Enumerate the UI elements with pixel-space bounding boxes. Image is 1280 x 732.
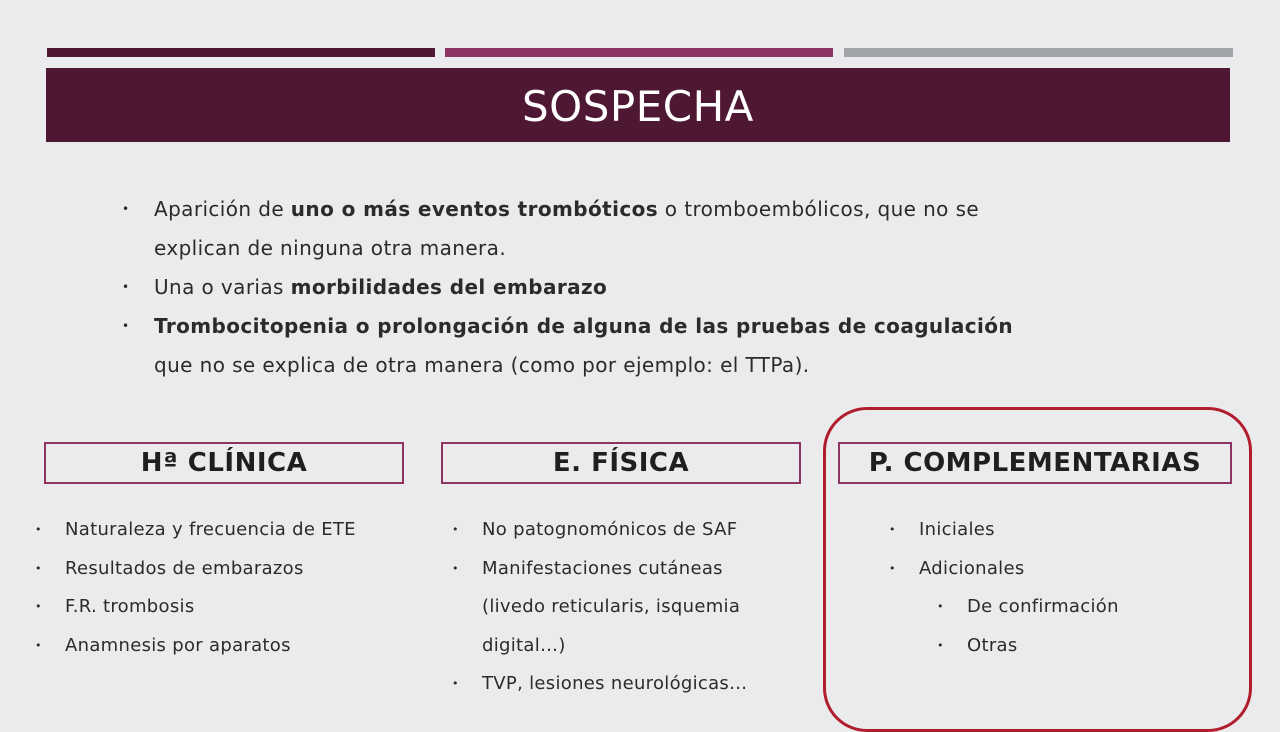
list-item-text: (livedo reticularis, isquemia bbox=[482, 596, 741, 617]
bullet-continuation bbox=[122, 346, 1172, 385]
list-item-text: Naturaleza y frecuencia de ETE bbox=[65, 519, 356, 540]
list-item bbox=[452, 665, 812, 704]
list-item-text: Anamnesis por aparatos bbox=[65, 634, 291, 656]
bullet-icon: • bbox=[122, 319, 130, 333]
bullet-icon: • bbox=[937, 638, 944, 652]
list-item bbox=[452, 550, 812, 589]
bullet-text: que no se explica de otra manera (como por ejemplo: el TTPa). bbox=[154, 353, 810, 377]
list-item-text: TVP, lesiones neurológicas… bbox=[482, 673, 748, 694]
list-item bbox=[35, 550, 435, 589]
bullet-icon: • bbox=[35, 561, 42, 575]
list-item bbox=[452, 511, 812, 550]
title-bar bbox=[46, 68, 1230, 142]
complementarias-header-box: P. COMPLEMENTARIAS bbox=[838, 442, 1232, 484]
top-stripe-wine bbox=[47, 48, 435, 57]
bullet-icon: • bbox=[889, 523, 896, 536]
bullet-text: explican de ninguna otra manera. bbox=[154, 236, 507, 260]
bullet-bold-text: uno o más eventos trombóticos bbox=[290, 197, 659, 221]
bullet-icon: • bbox=[937, 600, 944, 613]
bullet-icon: • bbox=[452, 677, 459, 690]
clinica-header-box: Hª CLÍNICA bbox=[44, 442, 404, 484]
bullet-continuation bbox=[122, 229, 1172, 268]
list-item-text: Adicionales bbox=[919, 557, 1025, 579]
list-item-text: F.R. trombosis bbox=[65, 596, 195, 617]
bullet-icon: • bbox=[452, 561, 459, 575]
fisica-header-box: E. FÍSICA bbox=[441, 442, 801, 484]
slide-title: SOSPECHA bbox=[522, 82, 754, 131]
list-item-text: Resultados de embarazos bbox=[65, 557, 304, 579]
bullet-icon: • bbox=[889, 561, 896, 575]
bullet-text: Una o varias bbox=[154, 275, 291, 299]
list-item bbox=[35, 511, 435, 550]
bullet-item bbox=[122, 190, 1172, 229]
bullet-item bbox=[122, 307, 1172, 346]
bullet-icon: • bbox=[452, 523, 459, 536]
highlight-circle-annotation bbox=[823, 407, 1252, 732]
bullet-icon: • bbox=[122, 202, 130, 216]
fisica-list bbox=[452, 511, 812, 704]
list-item-text: Manifestaciones cutáneas bbox=[482, 557, 723, 579]
top-stripe-grey bbox=[844, 48, 1233, 57]
bullet-text: Aparición de bbox=[154, 197, 291, 221]
bullet-bold-text: Trombocitopenia o prolongación de alguna de las pruebas de coagulación bbox=[154, 314, 1014, 338]
bullet-icon: • bbox=[122, 280, 130, 294]
list-item-text: Otras bbox=[967, 634, 1018, 656]
list-item bbox=[35, 588, 435, 627]
bullet-icon: • bbox=[35, 523, 42, 536]
list-item-text: No patognomónicos de SAF bbox=[482, 519, 738, 540]
bullet-bold-text: morbilidades del embarazo bbox=[290, 275, 608, 299]
clinica-list bbox=[35, 511, 435, 665]
main-bullet-list bbox=[122, 190, 1172, 385]
list-item-text: Iniciales bbox=[919, 519, 995, 540]
top-stripe-magenta bbox=[445, 48, 833, 57]
bullet-icon: • bbox=[35, 638, 42, 652]
list-item-text: digital…) bbox=[482, 634, 566, 656]
bullet-item bbox=[122, 268, 1172, 307]
list-item-continuation bbox=[452, 627, 812, 666]
list-item-text: De confirmación bbox=[967, 596, 1119, 617]
list-item bbox=[35, 627, 435, 666]
bullet-text: o tromboembólicos, que no se bbox=[658, 197, 980, 221]
list-item-continuation bbox=[452, 588, 812, 627]
bullet-icon: • bbox=[35, 600, 42, 613]
